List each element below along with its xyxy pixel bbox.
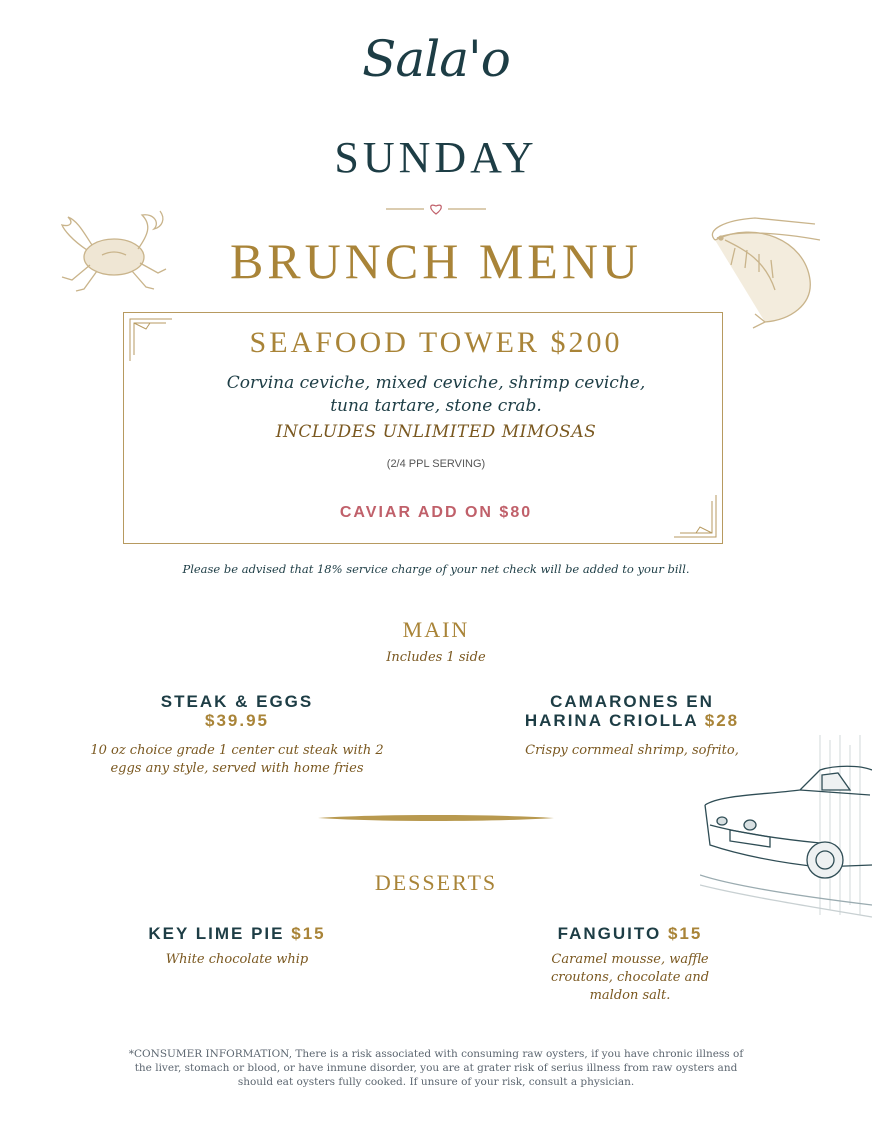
header-brunch-menu: BRUNCH MENU — [229, 233, 643, 289]
seafood-tower-description — [0, 372, 872, 418]
item-description — [87, 742, 387, 778]
heart-divider-icon — [386, 200, 486, 216]
item-desc-line: Caramel mousse, waffle — [551, 952, 709, 967]
item-name: CAMARONES EN — [550, 692, 714, 711]
item-description — [480, 951, 780, 1005]
menu-item-fanguito — [480, 924, 780, 1005]
item-name: STEAK & EGGS — [160, 692, 314, 711]
gold-divider — [318, 814, 554, 822]
item-desc-line: eggs any style, served with home fries — [110, 761, 364, 776]
desserts-section-title: DESSERTS — [374, 870, 498, 895]
item-desc-line: Crispy cornmeal shrimp, sofrito, — [525, 743, 739, 758]
brand-logo: Sala'o — [362, 30, 510, 88]
item-price: $28 — [704, 711, 740, 730]
header-sunday: SUNDAY — [334, 133, 538, 182]
item-description — [87, 951, 387, 969]
item-name-with-price — [87, 924, 387, 943]
tower-desc-line: Corvina ceviche, mixed ceviche, shrimp ceviche, — [226, 373, 646, 393]
item-desc-line: croutons, chocolate and — [550, 970, 710, 985]
consumer-info-line: should eat oysters fully cooked. If unsure of your risk, consult a physician. — [237, 1076, 635, 1088]
item-desc-line: maldon salt. — [589, 988, 671, 1003]
item-price: $15 — [291, 924, 326, 943]
consumer-information — [100, 1047, 772, 1089]
item-name: FANGUITO — [557, 924, 662, 943]
service-charge-notice: Please be advised that 18% service charge of your net check will be added to your bill. — [182, 562, 690, 576]
item-name: HARINA CRIOLLA — [524, 711, 698, 730]
tower-desc-line: tuna tartare, stone crab. — [330, 396, 542, 416]
item-desc-line: 10 oz choice grade 1 center cut steak with 2 — [90, 743, 384, 758]
main-section-subtitle: Includes 1 side — [386, 650, 486, 665]
mimosas-note: INCLUDES UNLIMITED MIMOSAS — [275, 422, 597, 442]
item-price: $39.95 — [205, 711, 269, 730]
item-price: $15 — [667, 924, 703, 943]
consumer-info-line: the liver, stomach or blood, or have inmune disorder, you are at grater risk of serius illness from raw oysters and — [134, 1062, 738, 1074]
caviar-addon: CAVIAR ADD ON $80 — [339, 504, 533, 521]
consumer-info-line: *CONSUMER INFORMATION, There is a risk associated with consuming raw oysters, if you have chronic illness of — [128, 1048, 744, 1060]
serving-note: (2/4 PPL SERVING) — [386, 458, 486, 470]
crab-icon — [42, 205, 172, 300]
item-name-with-price — [482, 711, 782, 730]
item-desc-line: White chocolate whip — [165, 952, 309, 967]
item-name: KEY LIME PIE — [148, 924, 285, 943]
main-section-title: MAIN — [402, 617, 470, 642]
item-name-with-price — [480, 924, 780, 943]
menu-item-steak-eggs — [87, 692, 387, 778]
menu-item-key-lime-pie — [87, 924, 387, 969]
seafood-tower-title: SEAFOOD TOWER $200 — [249, 326, 623, 359]
